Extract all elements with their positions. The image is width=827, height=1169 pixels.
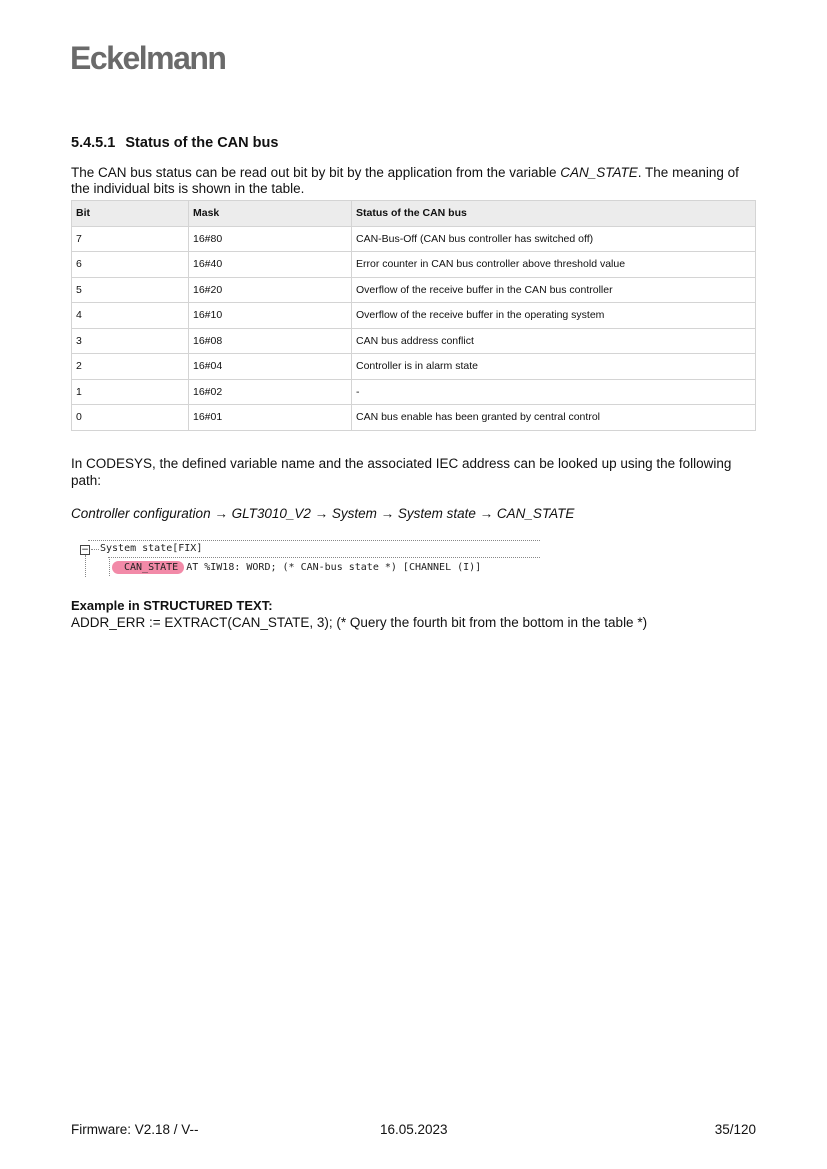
section-number: 5.4.5.1: [71, 135, 116, 151]
example-code: ADDR_ERR := EXTRACT(CAN_STATE, 3); (* Query the fourth bit from the bottom in the table *): [71, 615, 648, 630]
cell-bit: 3: [72, 328, 189, 354]
header-bit: Bit: [72, 201, 189, 227]
footer-firmware: Firmware: V2.18 / V--: [71, 1122, 199, 1137]
cell-bit: 5: [72, 277, 189, 303]
cell-status: CAN bus enable has been granted by central control: [352, 405, 756, 431]
table-row: [72, 354, 756, 380]
tree-connector: [91, 549, 99, 550]
cell-mask: 16#01: [189, 405, 352, 431]
cell-mask: 16#20: [189, 277, 352, 303]
tree-connector: [109, 559, 110, 576]
cell-mask: 16#02: [189, 379, 352, 405]
config-path: Controller configuration → GLT3010_V2 → System → System state → CAN_STATE: [71, 506, 575, 521]
cell-mask: 16#08: [189, 328, 352, 354]
cell-status: CAN bus address conflict: [352, 328, 756, 354]
cell-bit: 0: [72, 405, 189, 431]
footer-page-number: 35/120: [714, 1122, 756, 1137]
cell-mask: 16#80: [189, 226, 352, 252]
cell-status: -: [352, 379, 756, 405]
table-row: [72, 405, 756, 431]
can-status-table: [71, 200, 756, 431]
company-logo: Eckelmann: [70, 40, 226, 76]
codesys-tree-screenshot: [78, 540, 543, 580]
table-row: [72, 277, 756, 303]
tree-node-system-state: System state[FIX]: [100, 543, 203, 554]
tree-divider: [108, 557, 540, 558]
cell-status: Error counter in CAN bus controller above threshold value: [352, 252, 756, 278]
table-row: [72, 252, 756, 278]
section-heading: [71, 135, 278, 151]
table-row: [72, 328, 756, 354]
cell-status: Overflow of the receive buffer in the operating system: [352, 303, 756, 329]
table-row: [72, 226, 756, 252]
codesys-paragraph: In CODESYS, the defined variable name and the associated IEC address can be looked up using the following path:: [71, 456, 732, 488]
cell-bit: 1: [72, 379, 189, 405]
cell-mask: 16#40: [189, 252, 352, 278]
tree-node-can-state: [112, 561, 481, 574]
section-title: Status of the CAN bus: [125, 135, 279, 151]
cell-status: Overflow of the receive buffer in the CAN bus controller: [352, 277, 756, 303]
intro-variable: CAN_STATE: [560, 165, 638, 180]
footer-date: 16.05.2023: [380, 1122, 448, 1137]
header-mask: Mask: [189, 201, 352, 227]
leaf-declaration: AT %IW18: WORD; (* CAN-bus state *) [CHANNEL (I)]: [186, 562, 482, 573]
cell-mask: 16#04: [189, 354, 352, 380]
header-status: Status of the CAN bus: [352, 201, 756, 227]
intro-text-after: . The meaning of the individual bits is shown in the table.: [71, 165, 739, 196]
table-row: [72, 379, 756, 405]
highlighted-variable: CAN_STATE: [112, 561, 184, 574]
table-header-row: [72, 201, 756, 227]
collapse-icon: −: [81, 545, 89, 555]
cell-bit: 2: [72, 354, 189, 380]
cell-bit: 7: [72, 226, 189, 252]
cell-bit: 4: [72, 303, 189, 329]
example-heading: Example in STRUCTURED TEXT:: [71, 598, 273, 613]
cell-bit: 6: [72, 252, 189, 278]
table-row: [72, 303, 756, 329]
tree-divider: [88, 540, 540, 541]
tree-connector: [85, 555, 86, 577]
cell-status: Controller is in alarm state: [352, 354, 756, 380]
cell-mask: 16#10: [189, 303, 352, 329]
cell-status: CAN-Bus-Off (CAN bus controller has switched off): [352, 226, 756, 252]
intro-paragraph: [71, 165, 761, 197]
intro-text-before: The CAN bus status can be read out bit by bit by the application from the variable: [71, 165, 561, 180]
